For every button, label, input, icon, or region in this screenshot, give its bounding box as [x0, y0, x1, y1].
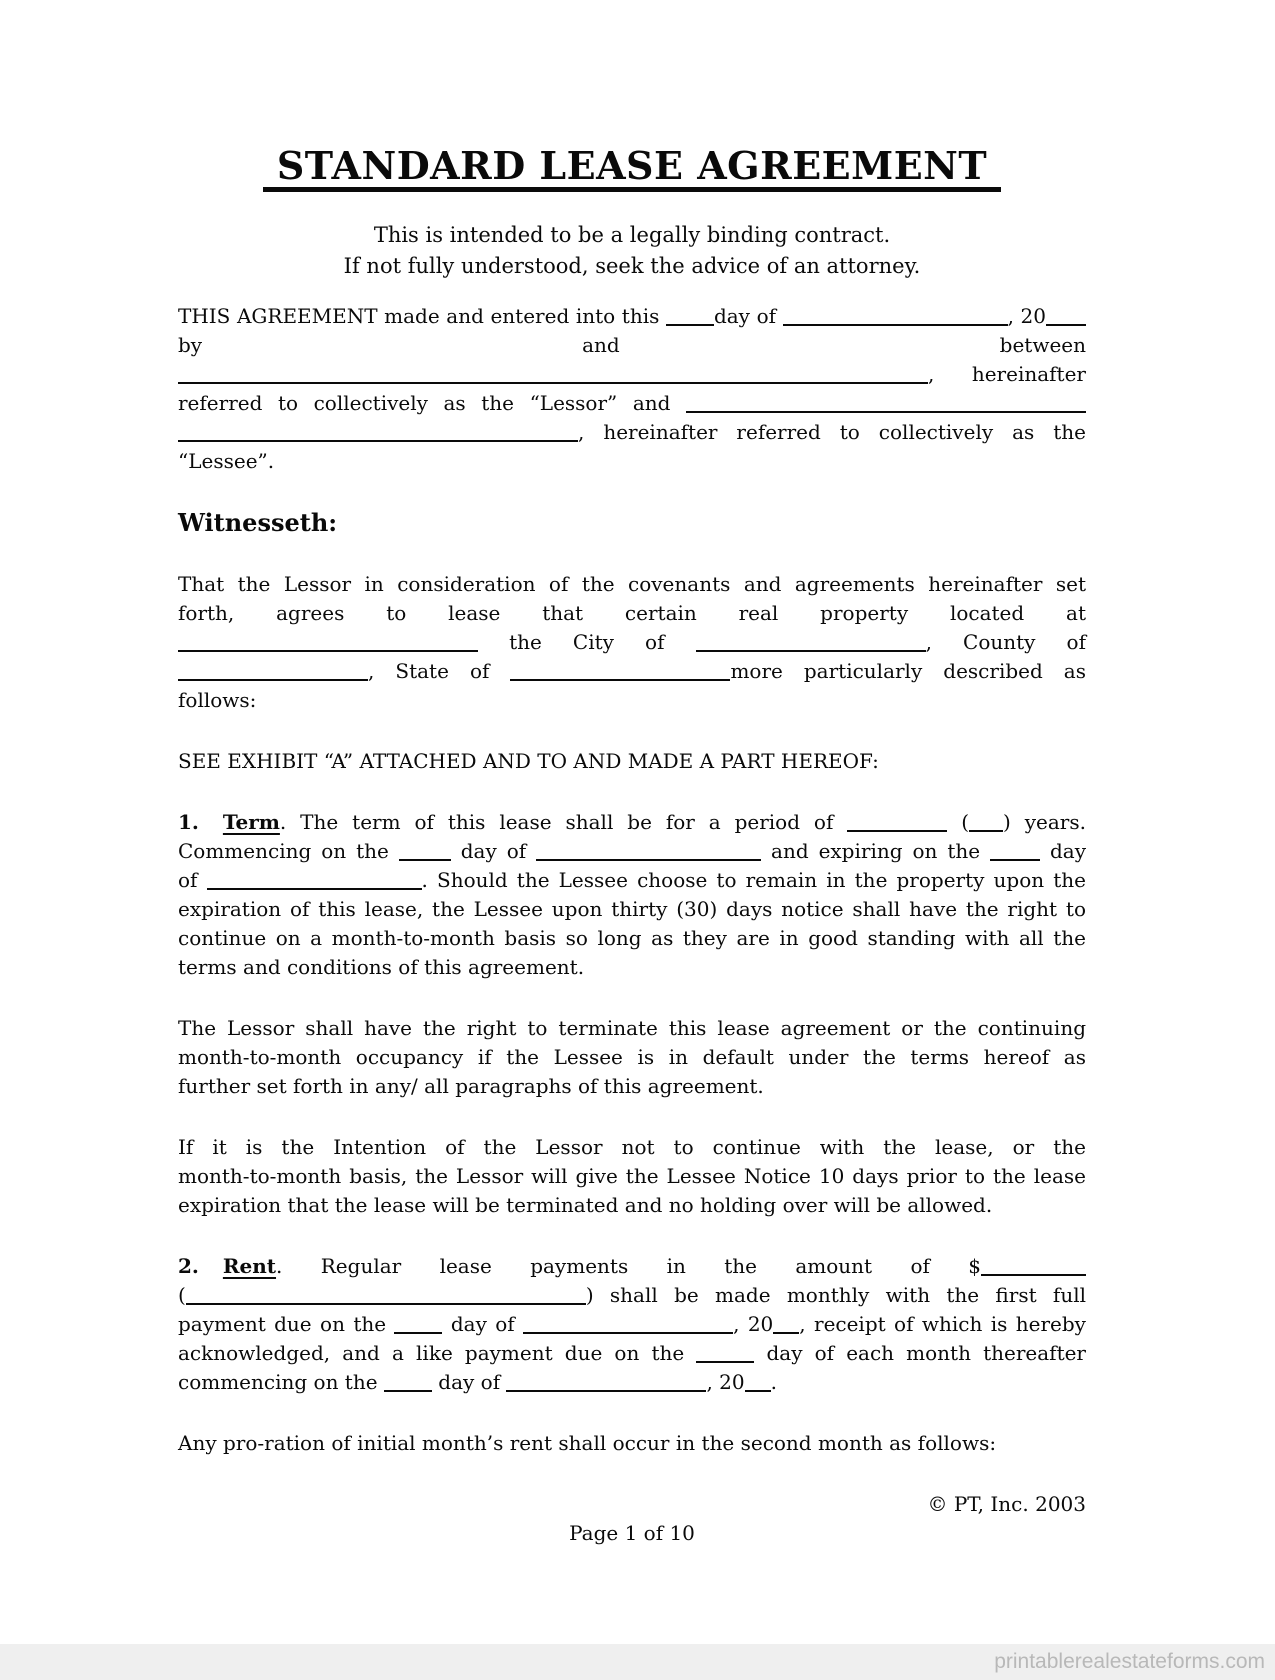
blank-field	[178, 679, 368, 681]
text-run: , hereinafter	[928, 361, 1086, 386]
blank-field	[207, 888, 422, 890]
text-run: more particularly described as	[730, 658, 1086, 683]
text-run: acknowledged, and a like payment due on the	[178, 1340, 697, 1365]
blank-field	[969, 830, 1003, 832]
text-line	[178, 508, 1086, 538]
blank-field	[745, 1390, 771, 1392]
text-line	[178, 924, 1086, 953]
text-run: further set forth in any/ all paragraphs of this agreement.	[178, 1073, 764, 1098]
subtitle-line-2: If not fully understood, seek the advice of an attorney.	[343, 253, 921, 278]
text-run: . The term of this lease shall be for a period of	[279, 809, 848, 834]
text-run: 2.	[178, 1253, 199, 1278]
document-title	[178, 0, 1086, 192]
text-line	[178, 570, 1086, 599]
blank-field	[1046, 324, 1086, 326]
text-run: , receipt of which is hereby	[799, 1311, 1086, 1336]
blank-field	[686, 411, 1086, 413]
blank-field	[186, 1303, 586, 1305]
text-run: continue on a month-to-month basis so long as they are in good standing with all the	[178, 925, 1086, 950]
text-run: , County of	[925, 629, 1086, 654]
text-run: expiration of this lease, the Lessee upon thirty (30) days notice shall have the right to	[178, 896, 1086, 921]
text-line	[178, 302, 1086, 331]
text-line	[178, 1072, 1086, 1101]
text-run: the City of	[478, 629, 696, 654]
witnesseth-heading	[178, 508, 1086, 538]
text-line	[178, 657, 1086, 686]
text-run: day of	[442, 1311, 524, 1336]
text-run: (	[178, 1282, 186, 1307]
text-run: by and between	[178, 332, 1086, 357]
text-run: terms and conditions of this agreement.	[178, 954, 585, 979]
text-run: , hereinafter referred to collectively as the	[578, 419, 1086, 444]
text-run: expiration that the lease will be terminated and no holding over will be allowed.	[178, 1192, 993, 1217]
blank-field	[523, 1332, 733, 1334]
text-run: payment due on the	[178, 1311, 395, 1336]
blank-field	[510, 679, 730, 681]
text-run: Term	[222, 809, 280, 834]
blank-field	[990, 859, 1040, 861]
text-line	[178, 599, 1086, 628]
document-body	[178, 302, 1086, 1458]
text-run: “Lessee”.	[178, 448, 275, 473]
blank-field	[178, 650, 478, 652]
text-line	[178, 447, 1086, 476]
witnesseth-paragraph	[178, 570, 1086, 715]
text-line	[178, 866, 1086, 895]
blank-field	[696, 650, 926, 652]
text-run: That the Lessor in consideration of the covenants and agreements hereinafter set	[178, 571, 1086, 596]
page-number: Page 1 of 10	[569, 1520, 695, 1545]
text-run: day of	[450, 838, 537, 863]
intention-paragraph	[178, 1133, 1086, 1220]
text-line	[178, 837, 1086, 866]
text-line	[178, 1368, 1086, 1397]
text-line	[178, 418, 1086, 447]
text-run: (	[947, 809, 970, 834]
text-line	[178, 331, 1086, 360]
text-run: , 20	[733, 1311, 774, 1336]
text-run: day of	[431, 1369, 507, 1394]
text-line	[178, 628, 1086, 657]
text-line	[178, 1014, 1086, 1043]
text-run: SEE EXHIBIT “A” ATTACHED AND TO AND MADE A PART HEREOF:	[178, 748, 879, 773]
text-run: 1.	[178, 809, 199, 834]
blank-field	[773, 1332, 799, 1334]
text-line	[178, 808, 1086, 837]
text-run: , 20	[706, 1369, 745, 1394]
proration-note	[178, 1429, 1086, 1458]
text-run: month-to-month basis, the Lessor will give the Lessee Notice 10 days prior to the lease	[178, 1163, 1086, 1188]
text-run: of	[178, 867, 207, 892]
text-run: follows:	[178, 687, 257, 712]
text-line	[178, 1281, 1086, 1310]
document-subtitle	[178, 220, 1086, 282]
blank-field	[384, 1390, 432, 1392]
text-line	[178, 1429, 1086, 1458]
text-line	[178, 1339, 1086, 1368]
text-run: If it is the Intention of the Lessor not to continue with the lease, or the	[178, 1134, 1086, 1159]
text-run: month-to-month occupancy if the Lessee is in default under the terms hereof as	[178, 1044, 1086, 1069]
text-line	[178, 1043, 1086, 1072]
text-run: . Regular lease payments in the amount of $	[276, 1253, 981, 1278]
blank-field	[981, 1274, 1086, 1276]
text-line	[178, 1162, 1086, 1191]
text-line	[178, 1191, 1086, 1220]
document-content	[178, 0, 1086, 1548]
site-watermark-bar	[0, 1644, 1275, 1680]
text-run: day of each month thereafter	[754, 1340, 1086, 1365]
rent-section	[178, 1252, 1086, 1397]
text-line	[178, 1252, 1086, 1281]
blank-field	[394, 1332, 442, 1334]
text-run: ) years.	[1003, 809, 1086, 834]
text-line	[178, 360, 1086, 389]
text-line	[178, 1133, 1086, 1162]
subtitle-line-1: This is intended to be a legally binding contract.	[373, 222, 891, 247]
blank-field	[666, 324, 714, 326]
text-run: Witnesseth:	[178, 507, 338, 537]
text-run: , 20	[1007, 303, 1047, 328]
blank-field	[399, 859, 451, 861]
text-run: .	[770, 1369, 777, 1394]
blank-field	[847, 830, 947, 832]
blank-field	[178, 440, 578, 442]
text-run: and expiring on the	[761, 838, 991, 863]
text-run: Any pro-ration of initial month’s rent shall occur in the second month as follows:	[178, 1430, 997, 1455]
text-run: referred to collectively as the “Lessor” and	[178, 390, 686, 415]
text-line	[178, 389, 1086, 418]
text-run: , State of	[368, 658, 511, 683]
term-section	[178, 808, 1086, 982]
site-watermark-text: printablerealestateforms.com	[994, 1650, 1265, 1673]
text-run: Rent	[222, 1253, 277, 1278]
intro-paragraph	[178, 302, 1086, 476]
blank-field	[696, 1361, 754, 1363]
text-line	[178, 953, 1086, 982]
blank-field	[178, 382, 928, 384]
text-run: THIS AGREEMENT made and entered into this	[178, 303, 666, 328]
text-run: day of	[713, 303, 783, 328]
text-run: forth, agrees to lease that certain real property located at	[178, 600, 1086, 625]
blank-field	[783, 324, 1008, 326]
text-line	[178, 686, 1086, 715]
document-title-text: STANDARD LEASE AGREEMENT	[263, 146, 1001, 192]
text-line	[178, 1310, 1086, 1339]
text-run: ) shall be made monthly with the first full	[585, 1282, 1086, 1307]
exhibit-note	[178, 747, 1086, 776]
blank-field	[506, 1390, 706, 1392]
text-run: The Lessor shall have the right to terminate this lease agreement or the continuing	[178, 1015, 1086, 1040]
text-line	[178, 895, 1086, 924]
text-run: day	[1040, 838, 1086, 863]
copyright-notice: © PT, Inc. 2003	[927, 1491, 1086, 1516]
text-run: commencing on the	[178, 1369, 384, 1394]
text-run: . Should the Lessee choose to remain in the property upon the	[421, 867, 1086, 892]
text-run: Commencing on the	[178, 838, 399, 863]
text-line	[178, 747, 1086, 776]
blank-field	[536, 859, 761, 861]
lessor-termination-paragraph	[178, 1014, 1086, 1101]
